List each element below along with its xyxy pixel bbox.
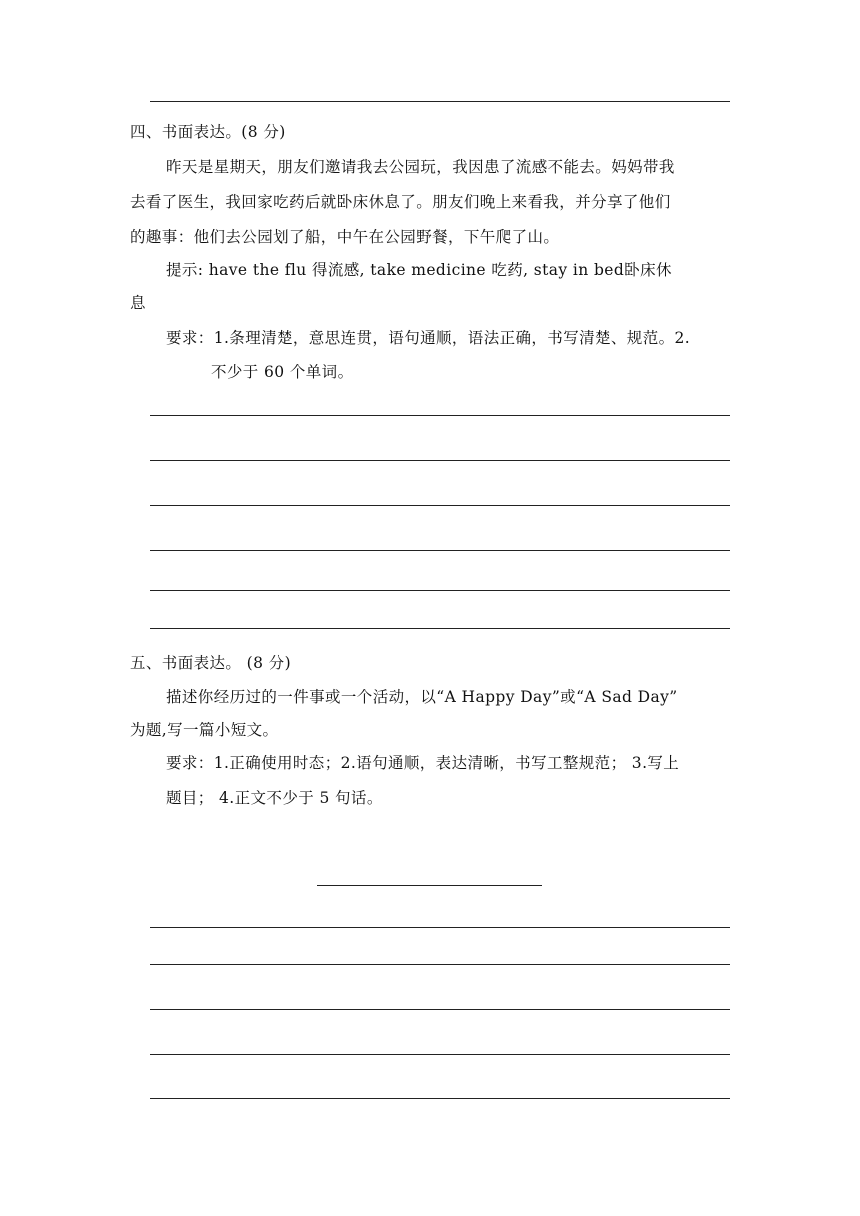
- answer-line: [150, 590, 730, 591]
- answer-line: [150, 628, 730, 629]
- answer-line: [150, 1098, 730, 1099]
- section-5-body-line: 描述你经历过的一件事或一个活动，以“A Happy Day”或“A Sad Day”: [166, 688, 678, 706]
- section-5-heading: 五、书面表达。 (8 分): [130, 654, 292, 672]
- section-4-body-line: 去看了医生，我回家吃药后就卧床休息了。朋友们晚上来看我，并分享了他们: [130, 193, 671, 211]
- section-4-requirement: 要求：1.条理清楚，意思连贯，语句通顺，语法正确，书写清楚、规范。2.: [166, 329, 691, 347]
- answer-line: [150, 1054, 730, 1055]
- section-4-body-line: 昨天是星期天，朋友们邀请我去公园玩，我因患了流感不能去。妈妈带我: [166, 158, 675, 176]
- title-line: [317, 885, 542, 886]
- section-5-body-line: 为题,写一篇小短文。: [130, 721, 279, 739]
- answer-line: [150, 927, 730, 928]
- section-4-requirement: 不少于 60 个单词。: [211, 363, 354, 381]
- section-5-requirement: 题目； 4.正文不少于 5 句话。: [166, 789, 383, 807]
- answer-line: [150, 1009, 730, 1010]
- section-5-requirement: 要求：1.正确使用时态；2.语句通顺，表达清晰，书写工整规范； 3.写上: [166, 754, 680, 772]
- section-4-heading: 四、书面表达。(8 分): [130, 123, 286, 141]
- answer-line: [150, 964, 730, 965]
- section-4-hint: 息: [130, 294, 146, 312]
- answer-line: [150, 550, 730, 551]
- section-4-body-line: 的趣事：他们去公园划了船，中午在公园野餐，下午爬了山。: [130, 228, 560, 246]
- answer-line: [150, 460, 730, 461]
- answer-line: [150, 505, 730, 506]
- answer-line: [150, 101, 730, 102]
- answer-line: [150, 415, 730, 416]
- section-4-hint: 提示: have the flu 得流感, take medicine 吃药, stay in bed卧床休: [166, 261, 672, 279]
